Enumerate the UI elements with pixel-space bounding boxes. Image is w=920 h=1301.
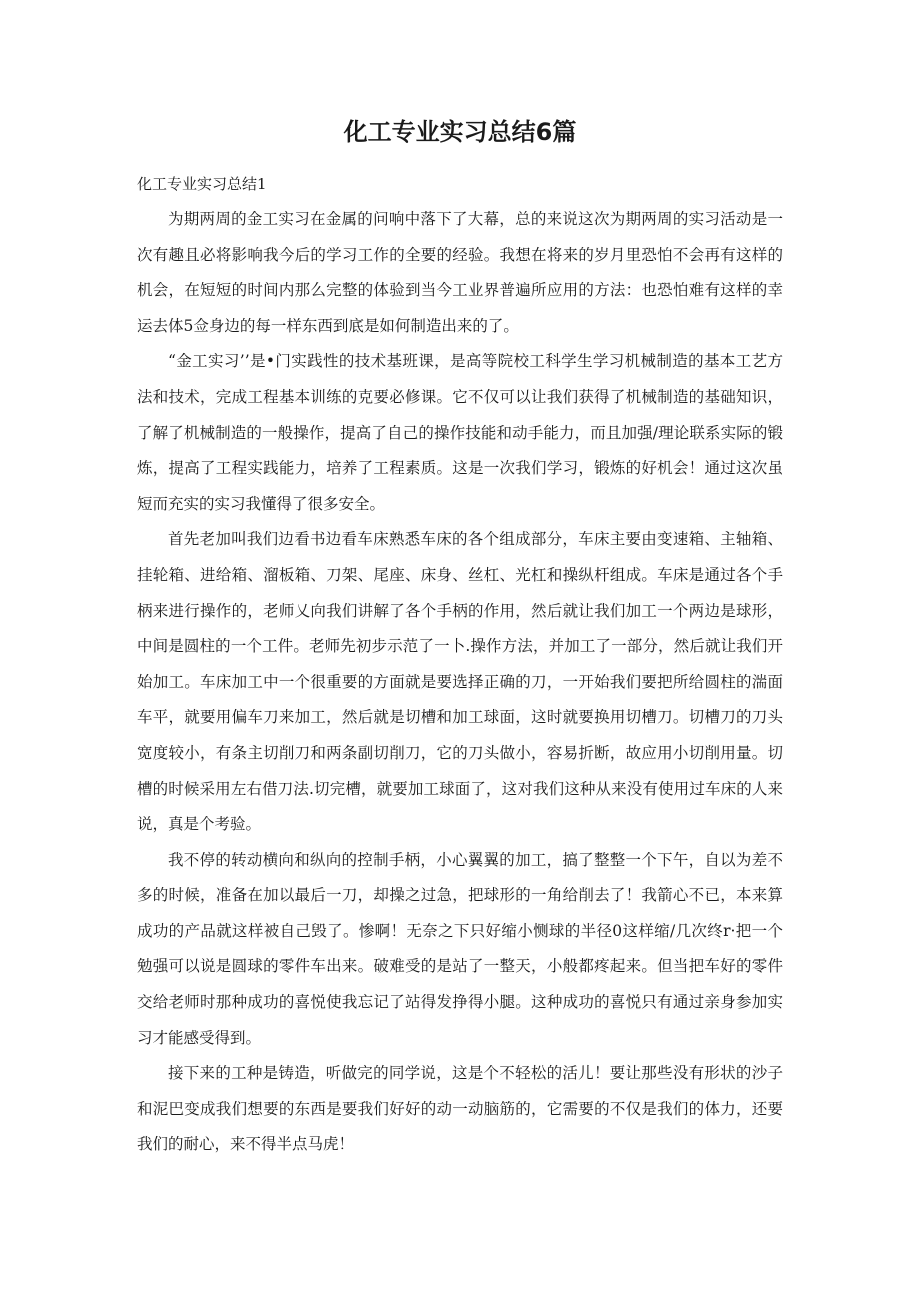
paragraph-3: 首先老加叫我们边看书边看车床熟悉车床的各个组成部分，车床主要由变速箱、主轴箱、挂轮箱、进给箱、溜板箱、刀架、尾座、床身、丝杠、光杠和操纵杆组成。车床是通过各个手柄来进行操作的，老师乂向我们讲解了各个手柄的作用，然后就让我们加工一个两边是球形，中间是圆柱的一个工件。老师先初步示范了一卜.操作方法，并加工了一部分，然后就让我们开始加工。车床加工中一个很重要的方面就是要选择正确的刀，一开始我们要把所给圆柱的湍面车平，就要用偏车刀来加工，然后就是切槽和加工球面，这时就要换用切槽刀。切槽刀的刀头宽度较小，有条主切削刀和两条副切削刀，它的刀头做小，容易折断，故应用小切削用量。切槽的时候采用左右借刀法.切完槽，就要加工球面了，这对我们这种从来没有使用过车床的人来说，真是个考验。 (137, 530, 783, 834)
paragraph-2: “金工实习’’是•门实践性的技术基班课，是高等院校工科学生学习机械制造的基本工艺方法和技术，完成工程基本训练的克要必修课。它不仅可以让我们获得了机械制造的基础知识，了解了机械制造的一般操作，提高了自己的操作技能和动手能力，而且加强/理论联系实际的锻炼，提高了工程实践能力，培养了工程素质。这是一次我们学习，锻炼的好机会！通过这次虽短而充实的实习我懂得了很多安全。 (137, 352, 783, 513)
paragraph-4: 我不停的转动横向和纵向的控制手柄，小心翼翼的加工，搞了整整一个下午，自以为差不多的时候，准备在加以最后一刀，却操之过急，把球形的一角给削去了！我箭心不已，本来算成功的产品就这样被自己毁了。惨啊！无奈之下只好缩小恻球的半径0这样缩/几次终r·把一个勉强可以说是圆球的零件车出来。破难受的是站了一整天，小般都疼起来。但当把车好的零件交给老师时那种成功的喜悦使我忘记了站得发挣得小腿。这种成功的喜悦只有通过亲身参加实习才能感受得到。 (137, 850, 783, 1047)
paragraph-1: 为期两周的金工实习在金属的问响中落下了大幕，总的来说这次为期两周的实习活动是一次有趣且必将影响我今后的学习工作的全要的经验。我想在将来的岁月里恐怕不会再有这样的机会，在短短的时间内那么完整的体验到当今工业界普遍所应用的方法：也恐怕难有这样的幸运去体5佥身边的每一样东西到底是如何制造出来的了。 (137, 210, 783, 335)
paragraph-5: 接下来的工种是铸造，听做完的同学说，这是个不轻松的活儿！要让那些没有形状的沙子和泥巴变成我们想要的东西是要我们好好的动一动脑筋的，它需要的不仅是我们的体力，还要我们的耐心，来不得半点马虎！ (137, 1064, 783, 1154)
document-body (137, 202, 783, 1163)
section-heading: 化工专业实习总结1 (137, 175, 267, 193)
page-title: 化工专业实习总结6篇 (343, 118, 577, 146)
